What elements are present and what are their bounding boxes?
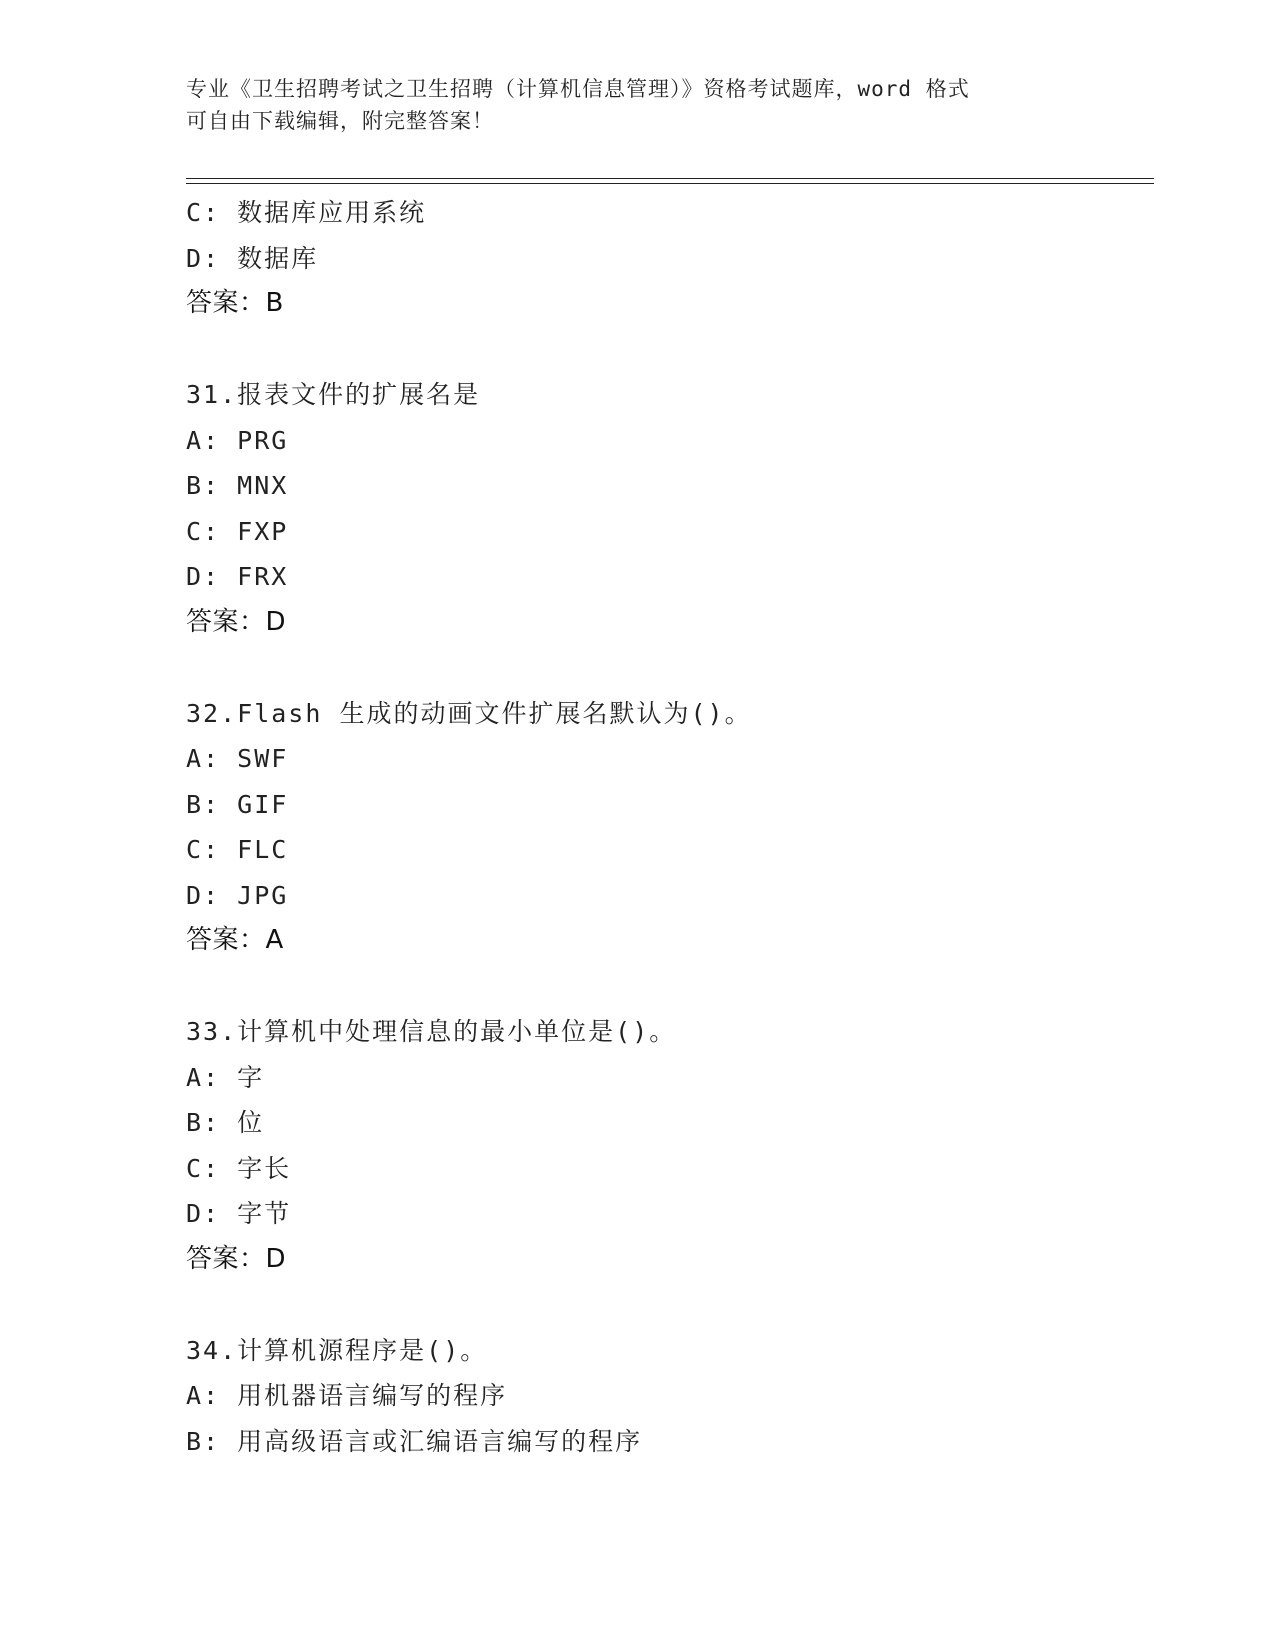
spacer xyxy=(186,1282,1146,1328)
option-c: C: 字长 xyxy=(186,1153,292,1183)
header-line-2: 可自由下载编辑，附完整答案！ xyxy=(186,109,494,133)
answer-line: 答案：D xyxy=(186,1243,287,1274)
option-c: C: FXP xyxy=(186,516,289,546)
question-stem: 31.报表文件的扩展名是 xyxy=(186,380,481,409)
question-stem: 34.计算机源程序是()。 xyxy=(186,1335,488,1365)
question-list xyxy=(186,190,1146,1464)
option-d: D: JPG xyxy=(186,880,289,910)
option-b: B: GIF xyxy=(186,789,289,819)
option-a: A: SWF xyxy=(186,744,289,773)
answer-line: 答案：D xyxy=(186,606,287,637)
answer-line: 答案：B xyxy=(186,288,284,318)
answer-line: 答案：A xyxy=(186,925,284,955)
option-b: B: 位 xyxy=(186,1108,265,1137)
header-line-1: 专业《卫生招聘考试之卫生招聘（计算机信息管理）》资格考试题库，word 格式 xyxy=(186,77,970,101)
spacer xyxy=(186,964,1146,1010)
question-stem: 32.Flash 生成的动画文件扩展名默认为()。 xyxy=(186,698,752,728)
option-c: C: FLC xyxy=(186,835,289,864)
header-divider-top xyxy=(186,178,1154,179)
option-d: D: FRX xyxy=(186,562,289,591)
document-header xyxy=(186,73,1066,137)
option-d: D: 数据库 xyxy=(186,243,319,273)
option-d: D: 字节 xyxy=(186,1199,292,1228)
option-a: A: PRG xyxy=(186,425,289,455)
spacer xyxy=(186,645,1146,691)
question-stem: 33.计算机中处理信息的最小单位是()。 xyxy=(186,1017,677,1046)
spacer xyxy=(186,327,1146,373)
option-b: B: 用高级语言或汇编语言编写的程序 xyxy=(186,1426,643,1456)
option-b: B: MNX xyxy=(186,471,289,500)
option-c: C: 数据库应用系统 xyxy=(186,198,427,227)
header-divider-bottom xyxy=(186,183,1154,184)
option-a: A: 字 xyxy=(186,1062,265,1092)
option-a: A: 用机器语言编写的程序 xyxy=(186,1381,508,1410)
